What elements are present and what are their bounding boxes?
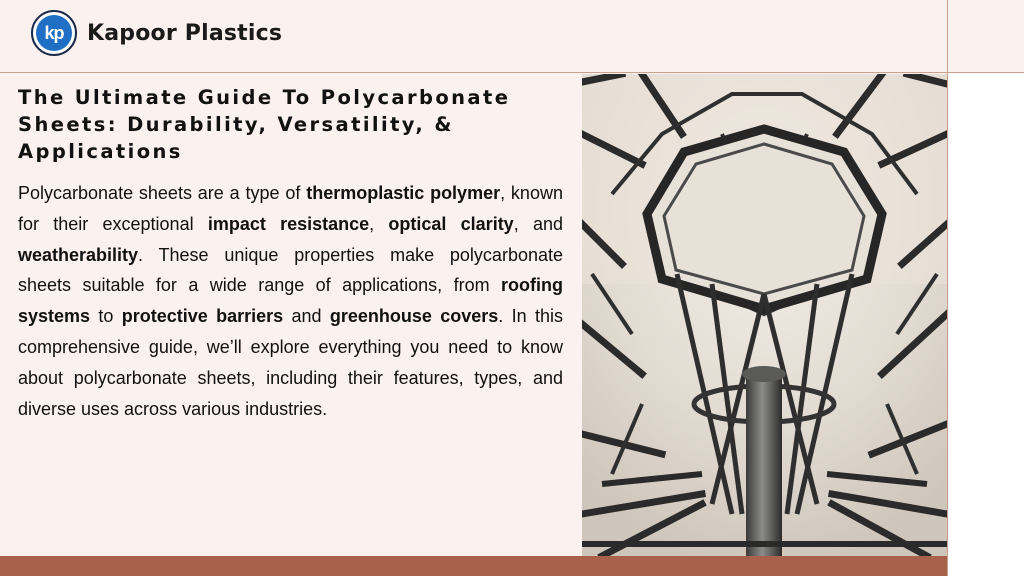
term-greenhouse-covers: greenhouse covers <box>329 306 499 327</box>
right-margin-strip <box>947 0 1024 576</box>
kp-logo-icon <box>31 10 77 56</box>
intro-paragraph <box>18 178 563 424</box>
text-segment: to <box>90 306 122 327</box>
text-segment: , and <box>513 213 563 234</box>
text-segment: Polycarbonate sheets are a type of <box>18 183 307 203</box>
header-bar <box>0 0 947 73</box>
logo-initials: kp <box>36 15 72 51</box>
right-strip-cap <box>948 0 1024 73</box>
term-impact-resistance: impact resistance <box>207 213 370 234</box>
term-protective-barriers: protective barriers <box>121 306 284 327</box>
term-thermoplastic-polymer: thermoplastic polymer <box>306 183 501 203</box>
text-segment: , <box>369 213 389 234</box>
brand-name: Kapoor Plastics <box>87 20 283 46</box>
text-segment: . In this comprehensive guide, we’ll explore everything you need to know about polycarbonate sheets, including their features, types, and diverse uses across various industries. <box>18 306 563 419</box>
text-segment: . These unique properties make polycarbonate sheets suitable for a wide range of applications, from <box>18 244 563 296</box>
polycarbonate-dome-photo <box>582 74 947 556</box>
brand-logo[interactable] <box>31 10 282 56</box>
term-weatherability: weatherability <box>18 244 139 265</box>
page-title: The Ultimate Guide To Polycarbonate Sheets: Durability, Versatility, & Applications <box>18 86 511 163</box>
footer-band <box>0 556 947 576</box>
term-optical-clarity: optical clarity <box>388 213 514 234</box>
text-segment: and <box>283 306 330 327</box>
term-roofing-systems: roofing systems <box>18 275 563 327</box>
text-segment: , known for their exceptional <box>18 183 563 234</box>
dome-structure-illustration <box>582 74 947 556</box>
